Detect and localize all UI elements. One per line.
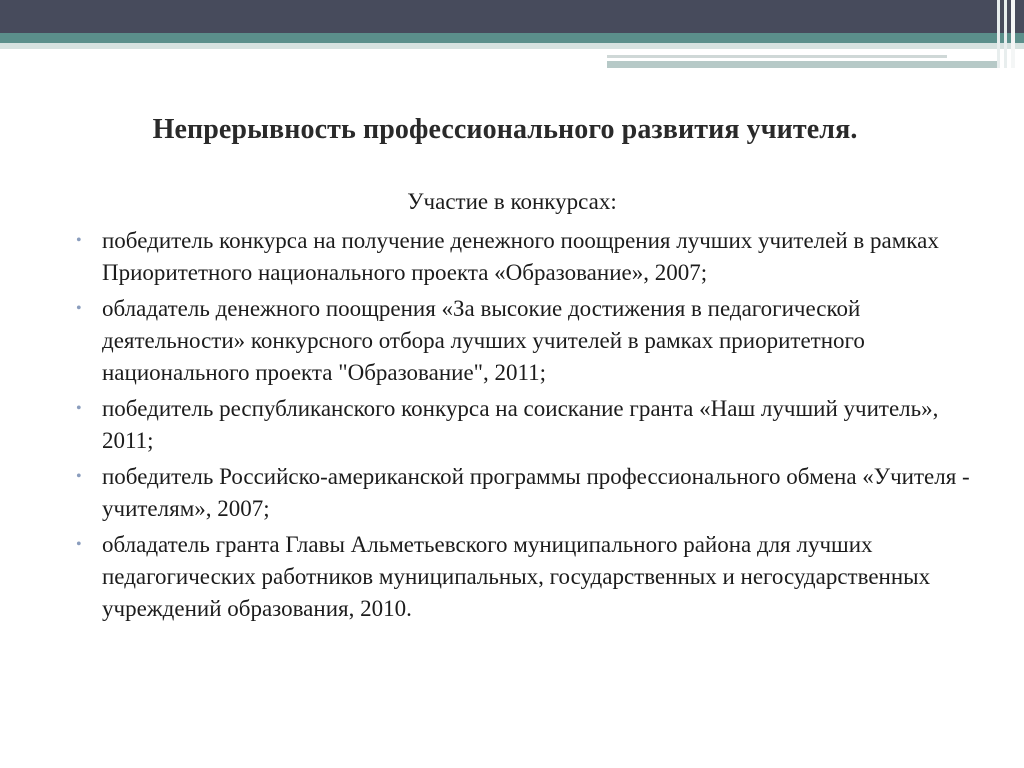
list-item-text: победитель Российско-американской программы профессионального обмена «Учителя - учителям», 2007; <box>102 464 970 521</box>
list-item-text: обладатель гранта Главы Альметьевского муниципального района для лучших педагогических работников муниципальных, государственных и негосударственных учреждений образования, 2010. <box>102 532 931 621</box>
bullet-icon: • <box>76 536 82 553</box>
header-pale-band <box>0 43 1024 49</box>
header-vertical-rule <box>1011 0 1015 68</box>
bullet-icon: • <box>76 232 82 249</box>
header-accent-bar <box>607 61 1000 68</box>
list-item <box>76 225 971 289</box>
list-item <box>76 393 971 457</box>
header-dark-band <box>0 0 1024 33</box>
bullet-list <box>76 225 971 629</box>
list-item-text: победитель конкурса на получение денежного поощрения лучших учителей в рамках Приоритетного национального проекта «Образование», 2007; <box>102 228 939 285</box>
header-accent-line <box>607 55 947 58</box>
slide-subtitle: Участие в конкурсах: <box>407 189 617 214</box>
header-vertical-rule <box>997 0 1000 68</box>
list-item <box>76 461 971 525</box>
list-item-text: победитель республиканского конкурса на соискание гранта «Наш лучший учитель», 2011; <box>102 396 939 453</box>
header-teal-band <box>0 33 1024 43</box>
bullet-icon: • <box>76 300 82 317</box>
list-item-text: обладатель денежного поощрения «За высокие достижения в педагогической деятельности» конкурсного отбора лучших учителей в рамках приоритетного национального проекта "Образование", 2011; <box>102 296 865 385</box>
bullet-icon: • <box>76 468 82 485</box>
header-vertical-rule <box>1004 0 1007 68</box>
list-item <box>76 529 971 625</box>
slide-title: Непрерывность профессионального развития учителя. <box>152 114 858 145</box>
list-item <box>76 293 971 389</box>
bullet-icon: • <box>76 400 82 417</box>
